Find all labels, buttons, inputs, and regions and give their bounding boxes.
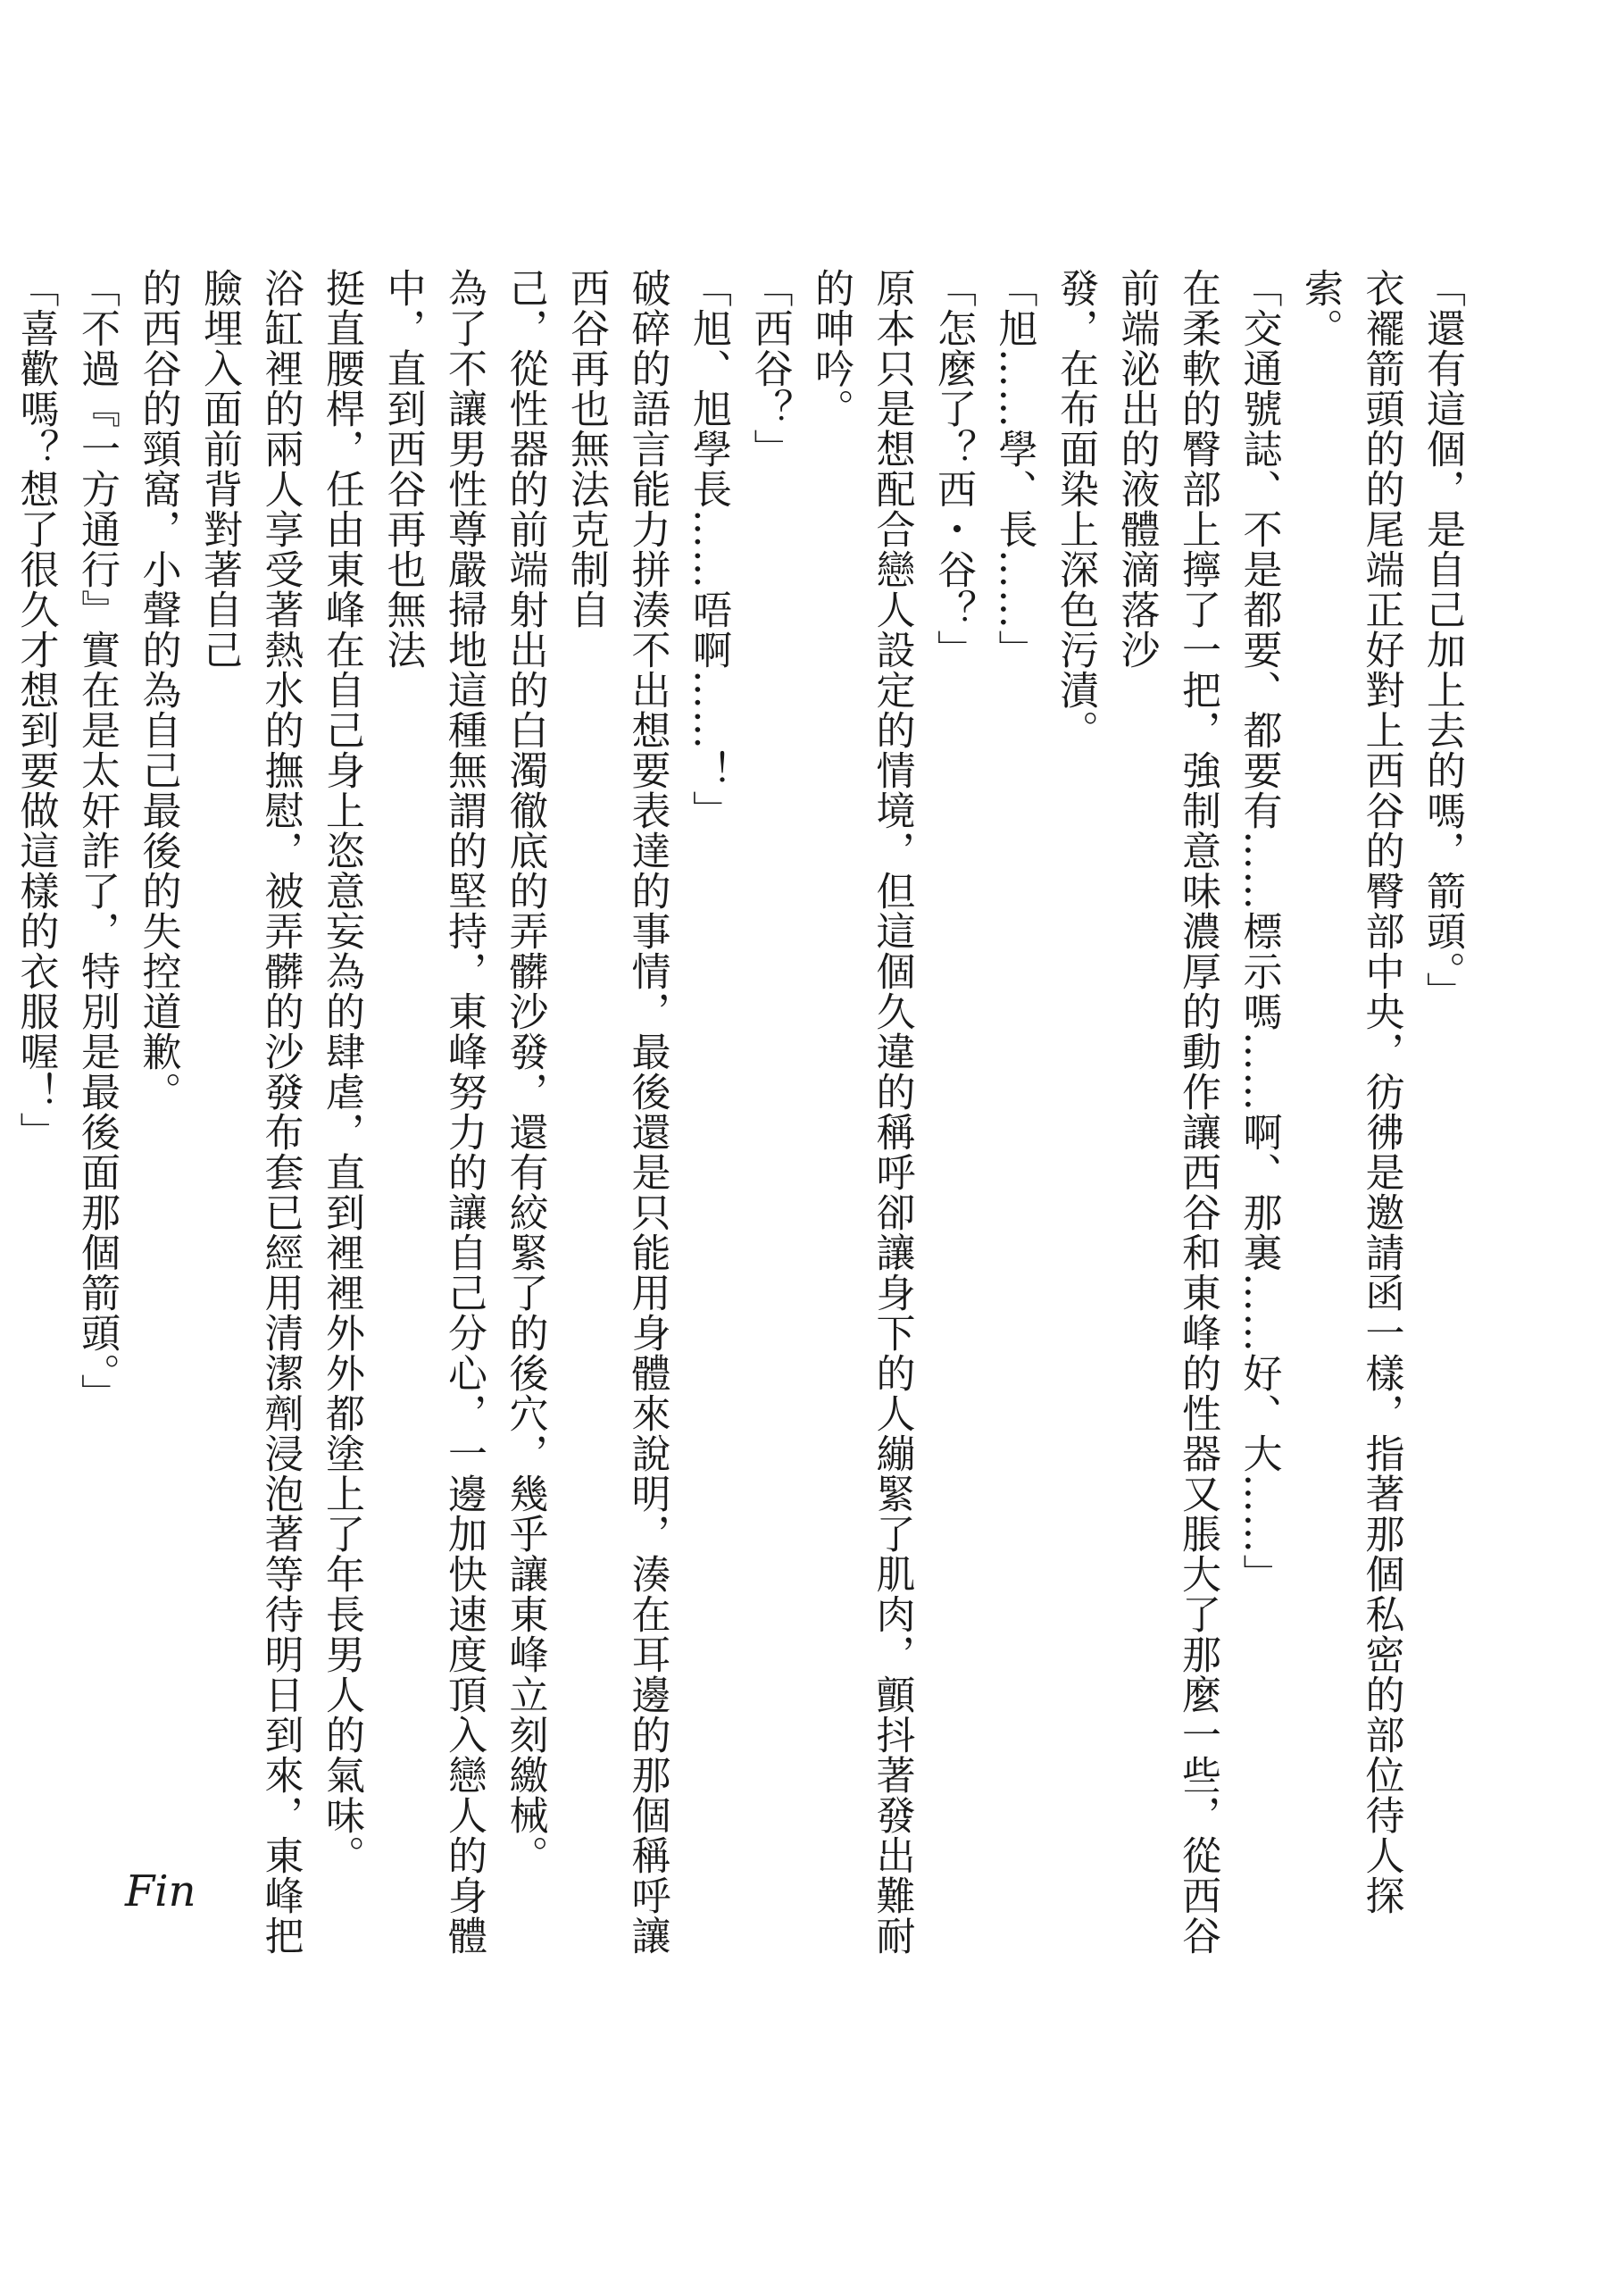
paragraph-line: 破碎的語言能力拼湊不出想要表達的事情，最後還是只能用身體來說明，湊在耳邊的那個稱呼讓西谷再也無法克制自 — [563, 268, 670, 1956]
paragraph-line: 原本只是想配合戀人設定的情境，但這個久違的稱呼卻讓身下的人繃緊了肌肉，顫抖著發出難耐的呻吟。 — [808, 268, 915, 1956]
paragraph-line: 「旭、旭學長……唔啊……！」 — [686, 268, 731, 831]
paragraph-line: 為了不讓男性尊嚴掃地這種無謂的堅持，東峰努力的讓自己分心，一邊加快速度頂入戀人的身體中，直到西谷再也無法 — [379, 268, 487, 1956]
paragraph-line: 「不過『一方通行』實在是太奸詐了，特別是最後面那個箭頭。」 — [74, 268, 120, 1414]
paragraph-line: 「喜歡嗎？想了很久才想到要做這樣的衣服喔！」 — [12, 268, 59, 1152]
paragraph-line: 「西谷？」 — [746, 268, 793, 469]
paragraph-line: 挺直腰桿，任由東峰在自己身上恣意妄為的肆虐，直到裡裡外外都塗上了年長男人的氣味。 — [319, 268, 364, 1875]
paragraph-line: 「怎麼了？西・谷？」 — [930, 268, 976, 670]
paragraph-line: 「旭……學、長……」 — [991, 268, 1037, 670]
paragraph-line: 在柔軟的臀部上擰了一把，強制意味濃厚的動作讓西谷和東峰的性器又脹大了那麼一些，從西谷前端泌出的液體滴落沙 — [1113, 268, 1220, 1956]
paragraph-line: 發，在布面染上深色污漬。 — [1053, 268, 1098, 750]
fin-signoff: Fin — [125, 1866, 196, 1916]
paragraph-line: 的西谷的頸窩，小聲的為自己最後的失控道歉。 — [135, 268, 181, 1112]
paragraph-line: 衣襬箭頭的的尾端正好對上西谷的臀部中央，彷彿是邀請函一樣，指著那個私密的部位待人探索。 — [1297, 268, 1404, 1916]
paragraph-line: 己，從性器的前端射出的白濁徹底的弄髒沙發，還有絞緊了的後穴，幾乎讓東峰立刻繳械。 — [502, 268, 548, 1875]
paragraph-line: 浴缸裡的兩人享受著熱水的撫慰，被弄髒的沙發布套已經用清潔劑浸泡著等待明日到來，東峰把臉埋入面前背對著自己 — [196, 268, 304, 1956]
paragraph-line: 「還有這個，是自己加上去的嗎，箭頭。」 — [1420, 268, 1465, 1012]
paragraph-line: 「交通號誌、不是都要、都要有……標示嗎……啊、那裏……好、大……」 — [1236, 268, 1282, 1594]
vertical-text-body — [0, 268, 1472, 1965]
